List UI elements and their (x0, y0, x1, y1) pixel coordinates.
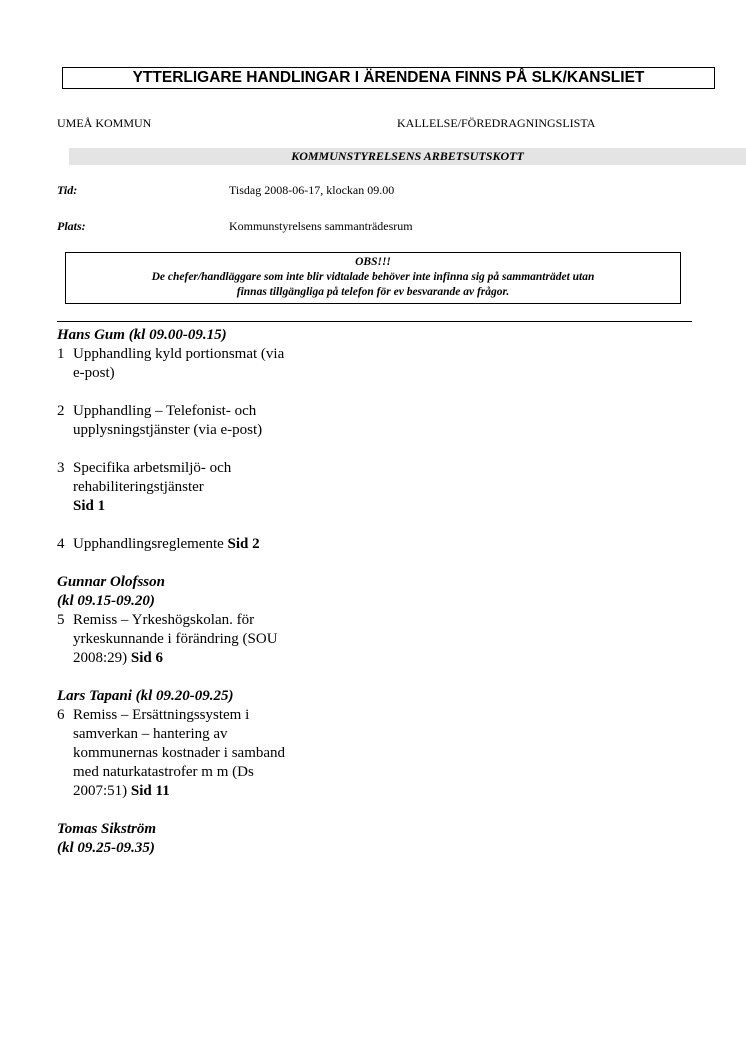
item-page-ref: Sid 11 (130, 783, 170, 799)
presenter-heading: Tomas Sikström (57, 821, 157, 837)
item-text-block (73, 706, 293, 801)
item-number: 6 (57, 707, 65, 723)
obs-title: OBS!!! (355, 256, 391, 268)
time-value: Tisdag 2008-06-17, klockan 09.00 (229, 183, 395, 197)
municipality-name: UMEÅ KOMMUN (57, 116, 152, 130)
item-number: 5 (57, 612, 65, 628)
agenda-item (57, 345, 317, 383)
place-label: Plats: (57, 219, 86, 233)
item-text-block (73, 535, 293, 554)
item-page-ref: Sid 6 (130, 650, 164, 666)
section-divider (57, 321, 692, 322)
item-text: Specifika arbetsmiljö- och rehabiliteringstjänster (73, 460, 232, 495)
obs-notice-box (65, 252, 681, 304)
item-text: Remiss – Ersättningssystem i samverkan – hantering av kommunernas kostnader i samband med naturkatastrofer m m (Ds 2007:51) (73, 707, 286, 799)
item-number: 2 (57, 403, 65, 419)
obs-line-1: De chefer/handläggare som inte blir vidtalade behöver inte infinna sig på sammanträdet utan (151, 271, 595, 283)
committee-title: KOMMUNSTYRELSENS ARBETSUTSKOTT (69, 148, 746, 165)
item-page-ref: Sid 2 (227, 536, 260, 552)
item-page-ref: Sid 1 (73, 498, 106, 514)
presenter-time: (kl 09.25-09.35) (57, 840, 155, 856)
agenda-item (57, 402, 317, 440)
item-text: Upphandling – Telefonist- och upplysningstjänster (via e-post) (73, 403, 263, 438)
presenter-time: (kl 09.15-09.20) (57, 593, 155, 609)
agenda-item (57, 611, 317, 668)
item-number: 1 (57, 346, 65, 362)
presenter-heading: Gunnar Olofsson (57, 574, 165, 590)
time-label: Tid: (57, 183, 78, 197)
agenda-list (57, 326, 317, 858)
item-text: Upphandling kyld portionsmat (via e-post) (73, 346, 285, 381)
agenda-item (57, 535, 317, 554)
agenda-item (57, 459, 317, 516)
agenda-item (57, 706, 317, 801)
item-text: Upphandlingsreglemente (73, 536, 224, 552)
item-number: 4 (57, 536, 65, 552)
item-number: 3 (57, 460, 65, 476)
presenter-heading: Lars Tapani (kl 09.20-09.25) (57, 688, 234, 704)
item-text-block (73, 459, 293, 516)
item-text: Remiss – Yrkeshögskolan. för yrkeskunnande i förändring (SOU 2008:29) (73, 612, 278, 666)
obs-line-2: finnas tillgängliga på telefon för ev besvarande av frågor. (236, 286, 510, 298)
document-banner: YTTERLIGARE HANDLINGAR I ÄRENDENA FINNS PÅ SLK/KANSLIET (62, 67, 715, 89)
document-type: KALLELSE/FÖREDRAGNINGSLISTA (397, 116, 596, 130)
item-text-block (73, 611, 293, 668)
presenter-heading: Hans Gum (kl 09.00-09.15) (57, 327, 227, 343)
place-value: Kommunstyrelsens sammanträdesrum (229, 219, 413, 233)
